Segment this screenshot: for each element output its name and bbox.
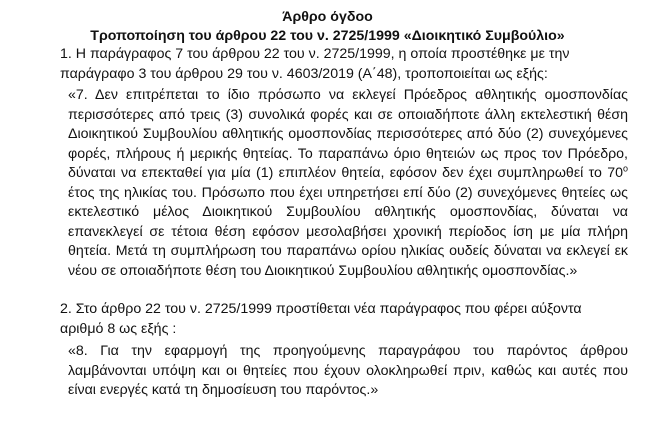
- ordinal-superscript: ο: [622, 163, 628, 174]
- quote-7-text-before: «7. Δεν επιτρέπεται το ίδιο πρόσωπο να εκλεγεί Πρόεδρος αθλητικής ομοσπονδίας περισσότερες από τρεις (3) συνολικά φορές και σε οποιαδήποτε άλλη εκτελεστική θέση Διοικητικού Συμβουλίου αθλητικής ομοσπονδίας περισσότερες από δύο (2) συνεχόμενες φορές, πλήρους ή μερικής θητείας. Το παραπάνω όριο θητειών ως προς τον Πρόεδρο, δύναται να επεκταθεί για μία (1) επιπλέον θητεία, εφόσον δεν έχει συμπληρωθεί το 70: [68, 87, 628, 182]
- article-title: Άρθρο όγδοο: [282, 9, 373, 25]
- quoted-paragraph-7: [68, 86, 628, 281]
- article-subtitle: Τροποποίηση του άρθρου 22 του ν. 2725/1999 «Διοικητικό Συμβούλιο»: [90, 28, 565, 44]
- paragraph-1: 1. Η παράγραφος 7 του άρθρου 22 του ν. 2725/1999, η οποία προστέθηκε με την παράγραφο 3 του άρθρου 29 του ν. 4603/2019 (Α΄48), τροποποιείται ως εξής:: [60, 46, 570, 82]
- paragraph-2: 2. Στο άρθρο 22 του ν. 2725/1999 προστίθεται νέα παράγραφος που φέρει αύξοντα αριθμό 8 ως εξής :: [60, 301, 582, 337]
- quoted-paragraph-8: «8. Για την εφαρμογή της προηγούμενης παραγράφου του παρόντος άρθρου λαμβάνονται υπόψη και οι θητείες που έχουν ολοκληρωθεί πριν, καθώς και αυτές που είναι ενεργές κατά τη δημοσίευση του παρόντος.»: [68, 343, 628, 399]
- quote-7-text-after: έτος της ηλικίας του. Πρόσωπο που έχει υπηρετήσει επί δύο (2) συνεχόμενες θητείες ως εκτελεστικό μέλος Διοικητικού Συμβουλίου αθλητικής ομοσπονδίας, δύναται να επανεκλεγεί σε τέτοια θέση εφόσον μεσολαβήσει χρονική περίοδος ίση με μία πλήρη θητεία. Μετά τη συμπλήρωση του παραπάνω ορίου ηλικίας ουδείς δύναται να εκλεγεί εκ νέου σε οποιαδήποτε θέση του Διοικητικού Συμβουλίου αθλητικής ομοσπονδίας.»: [68, 184, 628, 279]
